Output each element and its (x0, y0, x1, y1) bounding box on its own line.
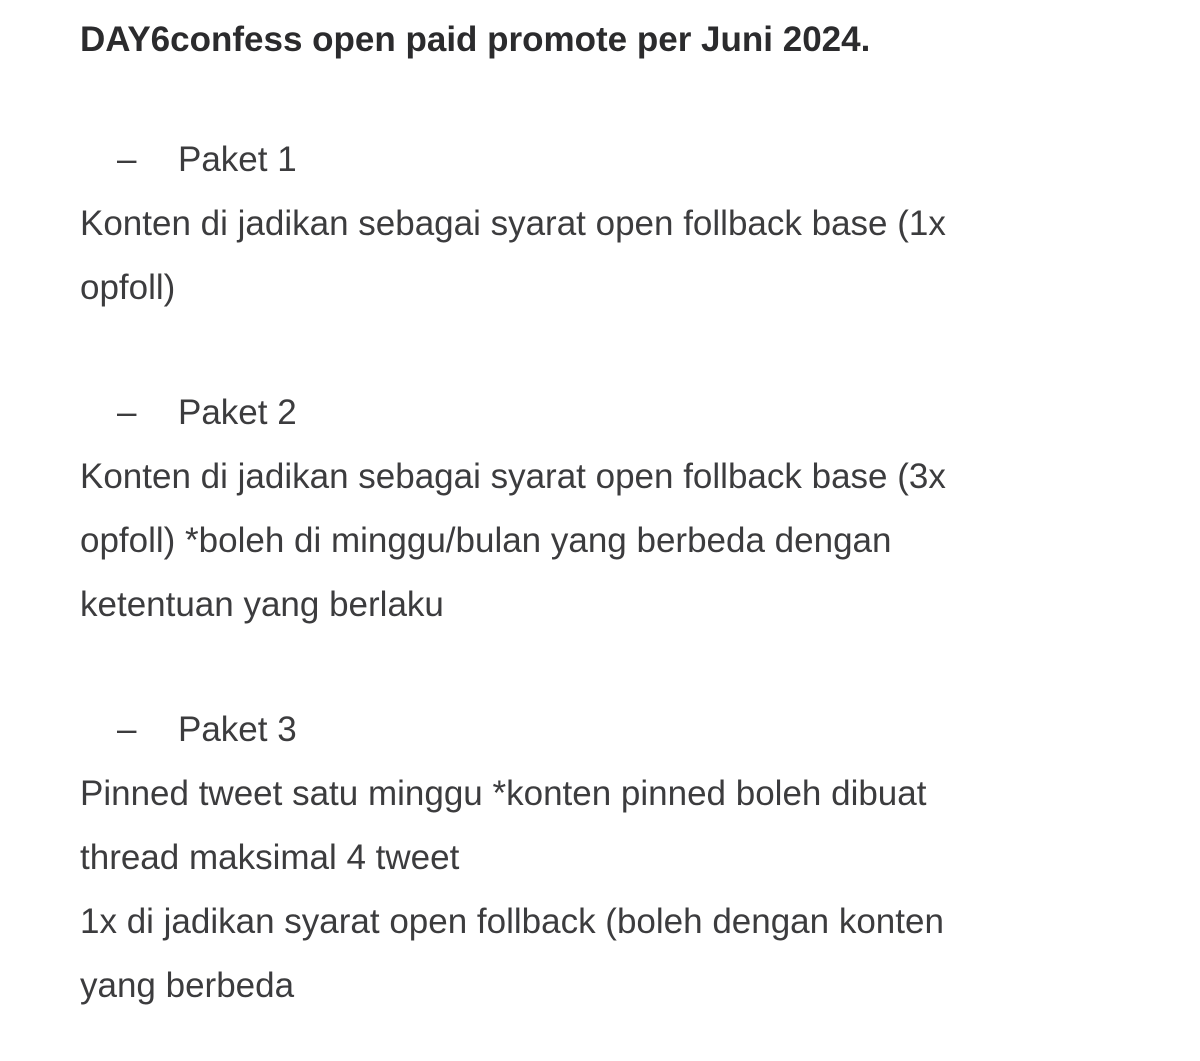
dash-bullet: – (117, 393, 137, 432)
package-2-description (80, 445, 1140, 637)
package-1-label: Paket 1 (178, 140, 297, 179)
package-1-line-1: Konten di jadikan sebagai syarat open follback base (1x (80, 204, 946, 243)
package-2-line-1: Konten di jadikan sebagai syarat open follback base (3x (80, 457, 946, 496)
package-3-line-4: yang berbeda (80, 966, 295, 1005)
package-3-description (80, 762, 1140, 1018)
package-3-label: Paket 3 (178, 710, 297, 749)
dash-bullet: – (117, 710, 137, 749)
package-3-line-2: thread maksimal 4 tweet (80, 838, 460, 877)
package-1-description (80, 192, 1140, 320)
package-2-line-2: opfoll) *boleh di minggu/bulan yang berbeda dengan (80, 521, 892, 560)
package-3-line-1: Pinned tweet satu minggu *konten pinned boleh dibuat (80, 774, 927, 813)
package-1-line-2: opfoll) (80, 268, 176, 307)
document-title: DAY6confess open paid promote per Juni 2024. (80, 20, 871, 59)
package-3-line-3: 1x di jadikan syarat open follback (boleh dengan konten (80, 902, 944, 941)
package-2-label: Paket 2 (178, 393, 297, 432)
package-2-line-3: ketentuan yang berlaku (80, 585, 444, 624)
dash-bullet: – (117, 140, 137, 179)
